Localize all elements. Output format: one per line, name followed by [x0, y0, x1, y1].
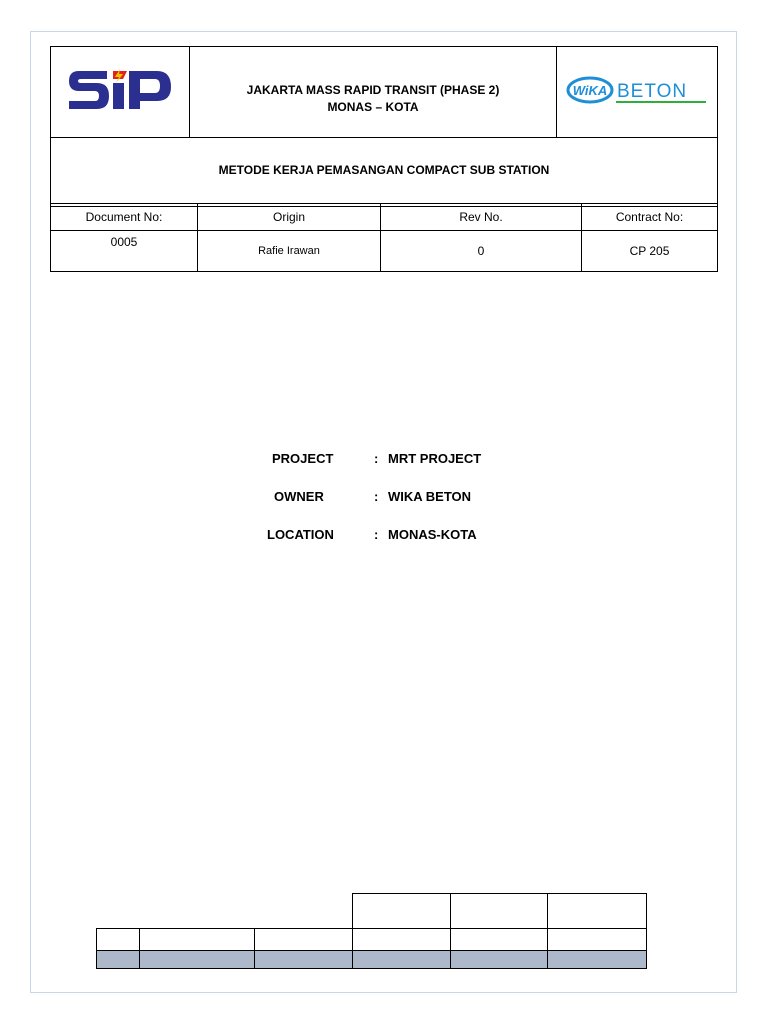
project-label: PROJECT	[272, 451, 334, 466]
sig-cell	[547, 929, 646, 951]
owner-label: OWNER	[274, 489, 324, 504]
sig-cell	[140, 929, 255, 951]
beton-logo-text: BETON	[617, 80, 688, 102]
sig-cell	[450, 929, 547, 951]
owner-value: WIKA BETON	[388, 489, 472, 504]
method-title: METODE KERJA PEMASANGAN COMPACT SUB STATION	[51, 138, 718, 207]
document-meta-table	[50, 203, 718, 272]
sig-shaded-cell	[140, 951, 255, 969]
project-title-line2: MONAS – KOTA	[327, 100, 419, 114]
contract-no-value: CP 205	[582, 231, 718, 272]
origin-label: Origin	[198, 204, 381, 231]
sip-logo-cell	[51, 47, 190, 138]
contract-no-label: Contract No:	[582, 204, 718, 231]
sig-header-cell	[450, 894, 547, 929]
owner-sep: :	[374, 489, 379, 504]
sig-cell	[352, 929, 450, 951]
location-label: LOCATION	[267, 527, 334, 542]
location-sep: :	[374, 527, 379, 542]
sig-shaded-cell	[450, 951, 547, 969]
sig-header-cell	[547, 894, 646, 929]
sig-header-cell	[352, 894, 450, 929]
project-title-line1: JAKARTA MASS RAPID TRANSIT (PHASE 2)	[246, 83, 500, 97]
document-no-label: Document No:	[51, 204, 198, 231]
sig-blank-cell	[140, 894, 255, 929]
sip-logo-icon	[65, 65, 175, 115]
signature-table	[96, 893, 647, 969]
sig-shaded-cell	[352, 951, 450, 969]
sig-cell	[97, 929, 140, 951]
sig-shaded-cell	[255, 951, 353, 969]
wika-logo-text: WiKA	[572, 82, 608, 98]
sig-cell	[255, 929, 353, 951]
wika-beton-logo-icon	[566, 73, 708, 107]
sig-blank-cell	[255, 894, 353, 929]
location-value: MONAS-KOTA	[388, 527, 477, 542]
sig-shaded-cell	[547, 951, 646, 969]
project-title-cell	[190, 47, 557, 138]
rev-no-value: 0	[381, 231, 582, 272]
document-no-value: 0005	[51, 231, 198, 272]
sig-blank-cell	[97, 894, 140, 929]
wika-beton-logo-cell	[557, 47, 718, 138]
document-header-table	[50, 46, 718, 207]
project-value: MRT PROJECT	[388, 451, 482, 466]
rev-no-label: Rev No.	[381, 204, 582, 231]
sig-shaded-cell	[97, 951, 140, 969]
origin-value: Rafie Irawan	[198, 231, 381, 272]
project-sep: :	[374, 451, 379, 466]
